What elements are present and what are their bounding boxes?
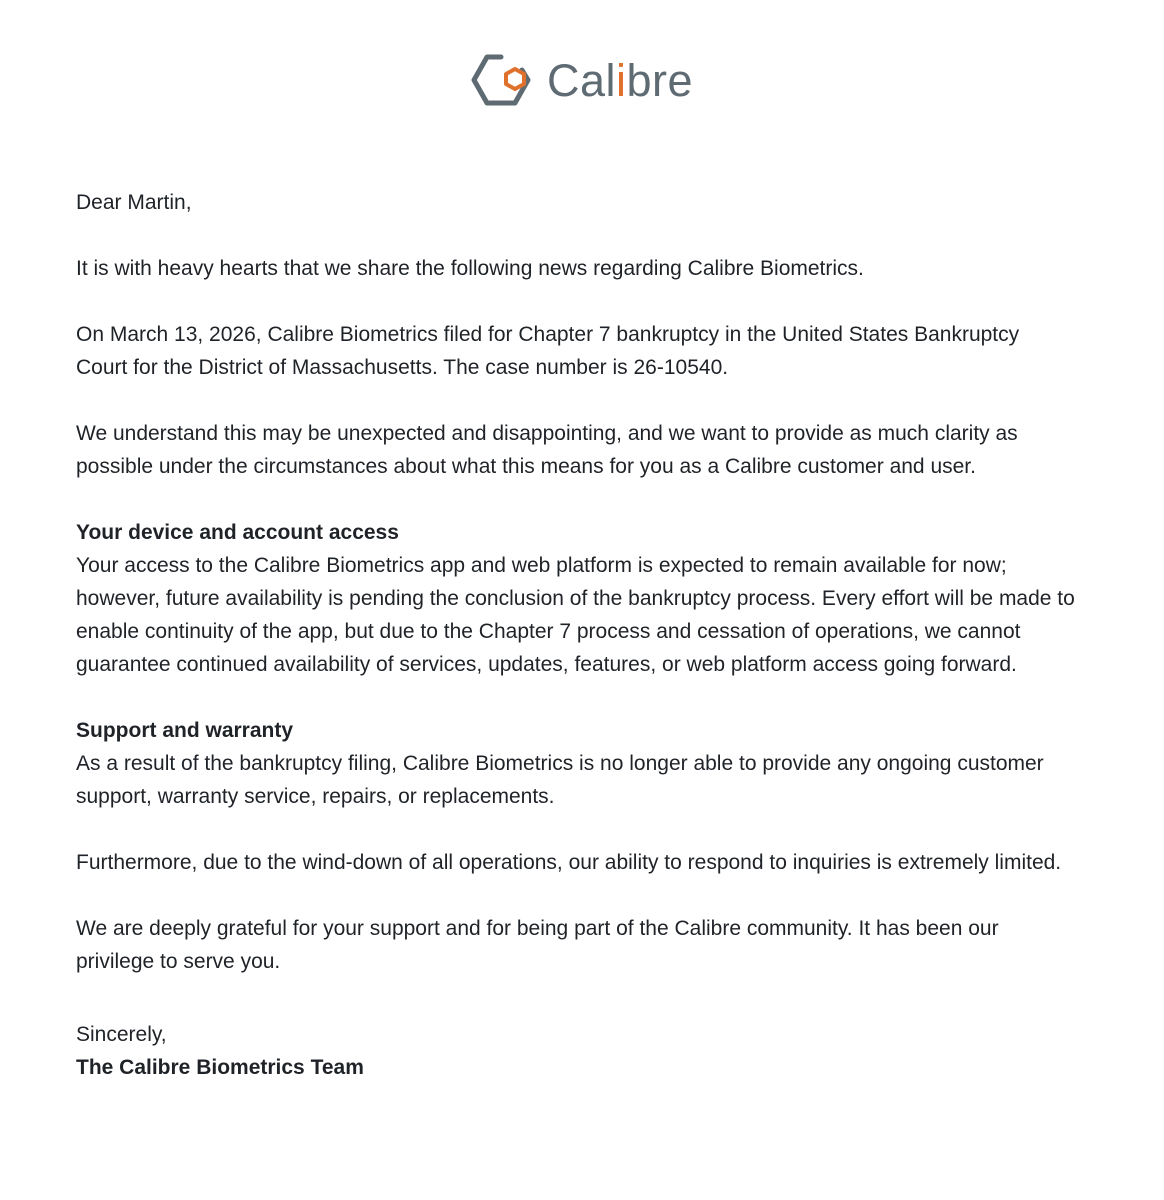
brand-wordmark-accent: i <box>615 54 627 106</box>
support-body: As a result of the bankruptcy filing, Calibre Biometrics is no longer able to provide any ongoing customer support, warranty service, repairs, or replacements. <box>76 752 1044 808</box>
support-section <box>76 714 1076 813</box>
filing-paragraph: On March 13, 2026, Calibre Biometrics filed for Chapter 7 bankruptcy in the United States Bankruptcy Court for the District of Massachusetts. The case number is 26-10540. <box>76 323 1020 379</box>
furthermore-paragraph: Furthermore, due to the wind-down of all operations, our ability to respond to inquiries is extremely limited. <box>76 851 1062 874</box>
device-heading: Your device and account access <box>76 521 399 544</box>
signoff <box>76 1018 1076 1084</box>
understanding-paragraph: We understand this may be unexpected and disappointing, and we want to provide as much clarity as possible under the circumstances about what this means for you as a Calibre customer and user. <box>76 422 1018 478</box>
device-body: Your access to the Calibre Biometrics app and web platform is expected to remain available for now; however, future availability is pending the conclusion of the bankruptcy process. Every effort will be made to enable continuity of the app, but due to the Chapter 7 process and cessation of operations, we cannot guarantee continued availability of services, updates, features, or web platform access going forward. <box>76 554 1075 676</box>
brand-logo <box>0 52 1164 108</box>
greeting: Dear Martin, <box>76 191 192 214</box>
letter-body <box>76 186 1076 1084</box>
support-heading: Support and warranty <box>76 719 294 742</box>
signature: The Calibre Biometrics Team <box>76 1056 364 1079</box>
closing: Sincerely, <box>76 1023 167 1046</box>
brand-wordmark: Calibre <box>546 54 694 106</box>
intro-paragraph: It is with heavy hearts that we share the following news regarding Calibre Biometrics. <box>76 257 864 280</box>
calibre-hexagon-icon <box>471 52 541 108</box>
device-section <box>76 516 1076 681</box>
gratitude-paragraph: We are deeply grateful for your support and for being part of the Calibre community. It has been our privilege to serve you. <box>76 917 999 973</box>
